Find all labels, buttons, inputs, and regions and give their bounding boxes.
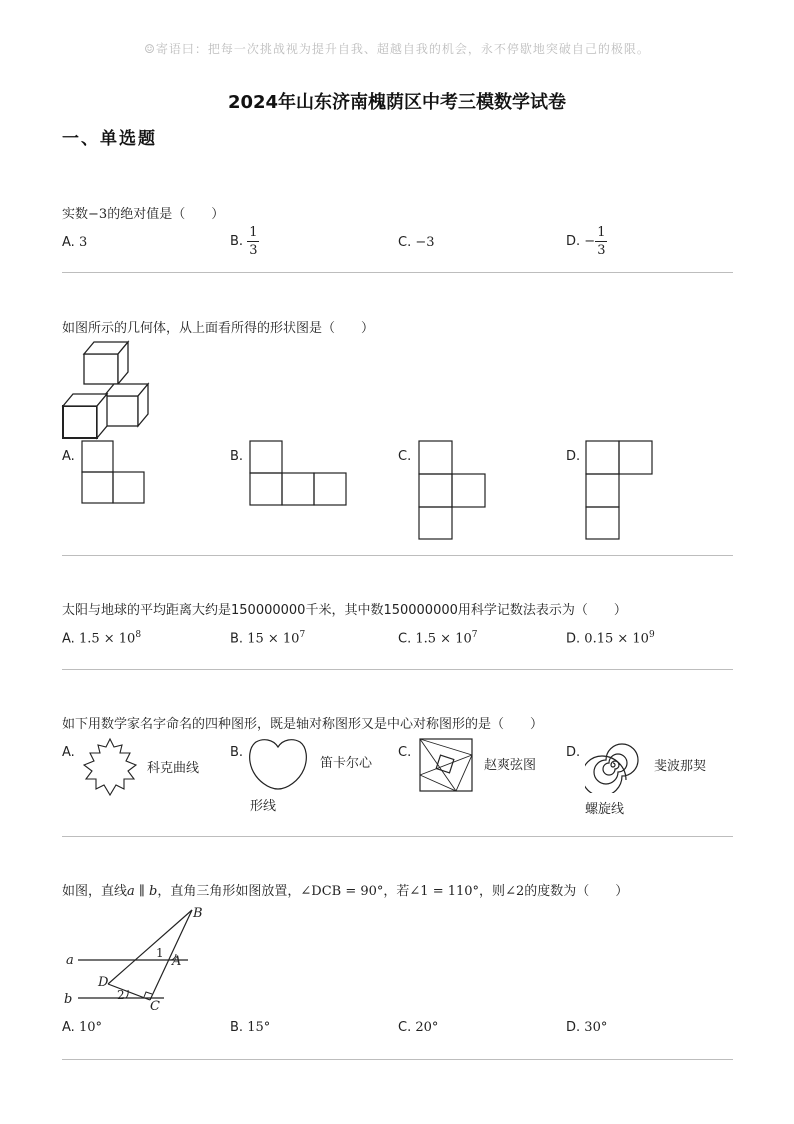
- q4-option-b-caption-2: 形线: [250, 799, 277, 814]
- q5-stem: 如图，直线a ∥ b，直角三角形如图放置，∠DCB = 90°，若∠1 = 110°，则∠2的度数为（ ）: [62, 884, 629, 899]
- divider: [62, 272, 733, 273]
- zhao-shuang-diagram-figure[interactable]: [418, 737, 474, 793]
- label-line-a: a: [66, 953, 74, 968]
- divider: [62, 669, 733, 670]
- q1-stem: 实数−3的绝对值是（ ）: [62, 207, 225, 222]
- label-c-point: C: [150, 999, 160, 1014]
- fibonacci-spiral-figure[interactable]: [585, 737, 641, 793]
- q2-option-a[interactable]: A.: [62, 449, 75, 464]
- q2-option-a-figure[interactable]: [80, 440, 146, 504]
- label-angle-1: 1: [156, 946, 164, 960]
- divider: [62, 836, 733, 837]
- cardioid-figure[interactable]: [247, 737, 309, 791]
- q4-option-d-caption: 斐波那契: [654, 759, 707, 774]
- parallel-lines-triangle-figure: [60, 902, 220, 1014]
- koch-curve-figure[interactable]: [78, 737, 142, 799]
- q3-stem: 太阳与地球的平均距离大约是150000000千米，其中数150000000用科学记数法表示为（ ）: [62, 603, 627, 618]
- q4-option-a[interactable]: A.: [62, 745, 75, 760]
- q4-option-a-caption: 科克曲线: [147, 761, 200, 776]
- label-a-point: A: [172, 954, 182, 969]
- label-line-b: b: [64, 992, 73, 1007]
- q3-option-a[interactable]: A. $1.5 \times 10^8$: [62, 630, 142, 647]
- divider: [62, 1059, 733, 1060]
- q2-stem: 如图所示的几何体，从上面看所得的形状图是（ ）: [62, 321, 375, 336]
- q5-option-c[interactable]: C. 20°: [398, 1020, 439, 1035]
- fraction: $\frac{1}{3}$: [249, 225, 258, 258]
- q4-option-d-caption-2: 螺旋线: [585, 802, 625, 817]
- q3-option-c[interactable]: C. $1.5 \times 10^7$: [398, 630, 478, 647]
- label-b-point: B: [193, 906, 203, 921]
- label-d-point: D: [98, 975, 109, 990]
- cube-solid-figure: [60, 338, 152, 442]
- q5-option-a[interactable]: A. 10°: [62, 1020, 102, 1035]
- q3-option-d[interactable]: D. $0.15 \times 10^9$: [566, 630, 655, 647]
- q4-option-b-caption: 笛卡尔心: [320, 756, 373, 771]
- q4-option-b[interactable]: B.: [230, 745, 244, 760]
- fraction: $\frac{1}{3}$: [597, 225, 606, 258]
- section-heading: 一、单选题: [62, 129, 157, 149]
- q2-option-b-figure[interactable]: [248, 440, 348, 506]
- q4-option-d[interactable]: D.: [566, 745, 581, 760]
- q2-option-d[interactable]: D.: [566, 449, 581, 464]
- q2-option-b[interactable]: B.: [230, 449, 244, 464]
- q1-option-b[interactable]: B. $\frac{1}{3}$: [230, 225, 258, 258]
- label-angle-2: 2: [117, 988, 125, 1002]
- q2-option-c[interactable]: C.: [398, 449, 412, 464]
- q5-option-b[interactable]: B. 15°: [230, 1020, 271, 1035]
- q4-option-c-caption: 赵爽弦图: [484, 758, 537, 773]
- q2-option-d-figure[interactable]: [584, 440, 654, 540]
- q3-option-b[interactable]: B. $15 \times 10^7$: [230, 630, 306, 647]
- page-title: 2024年山东济南槐荫区中考三模数学试卷: [227, 92, 567, 113]
- q5-option-d[interactable]: D. 30°: [566, 1020, 608, 1035]
- q1-option-a[interactable]: A. 3: [62, 235, 88, 250]
- q1-option-c[interactable]: C. −3: [398, 235, 435, 250]
- header-motto: ☺寄语曰：把每一次挑战视为提升自我、超越自我的机会，永不停歇地突破自己的极限。: [144, 42, 650, 56]
- q1-option-d[interactable]: D. − $\frac{1}{3}$: [566, 225, 606, 258]
- divider: [62, 555, 733, 556]
- q2-option-c-figure[interactable]: [417, 440, 487, 540]
- q4-stem: 如下用数学家名字命名的四种图形，既是轴对称图形又是中心对称图形的是（ ）: [62, 717, 544, 732]
- q4-option-c[interactable]: C.: [398, 745, 412, 760]
